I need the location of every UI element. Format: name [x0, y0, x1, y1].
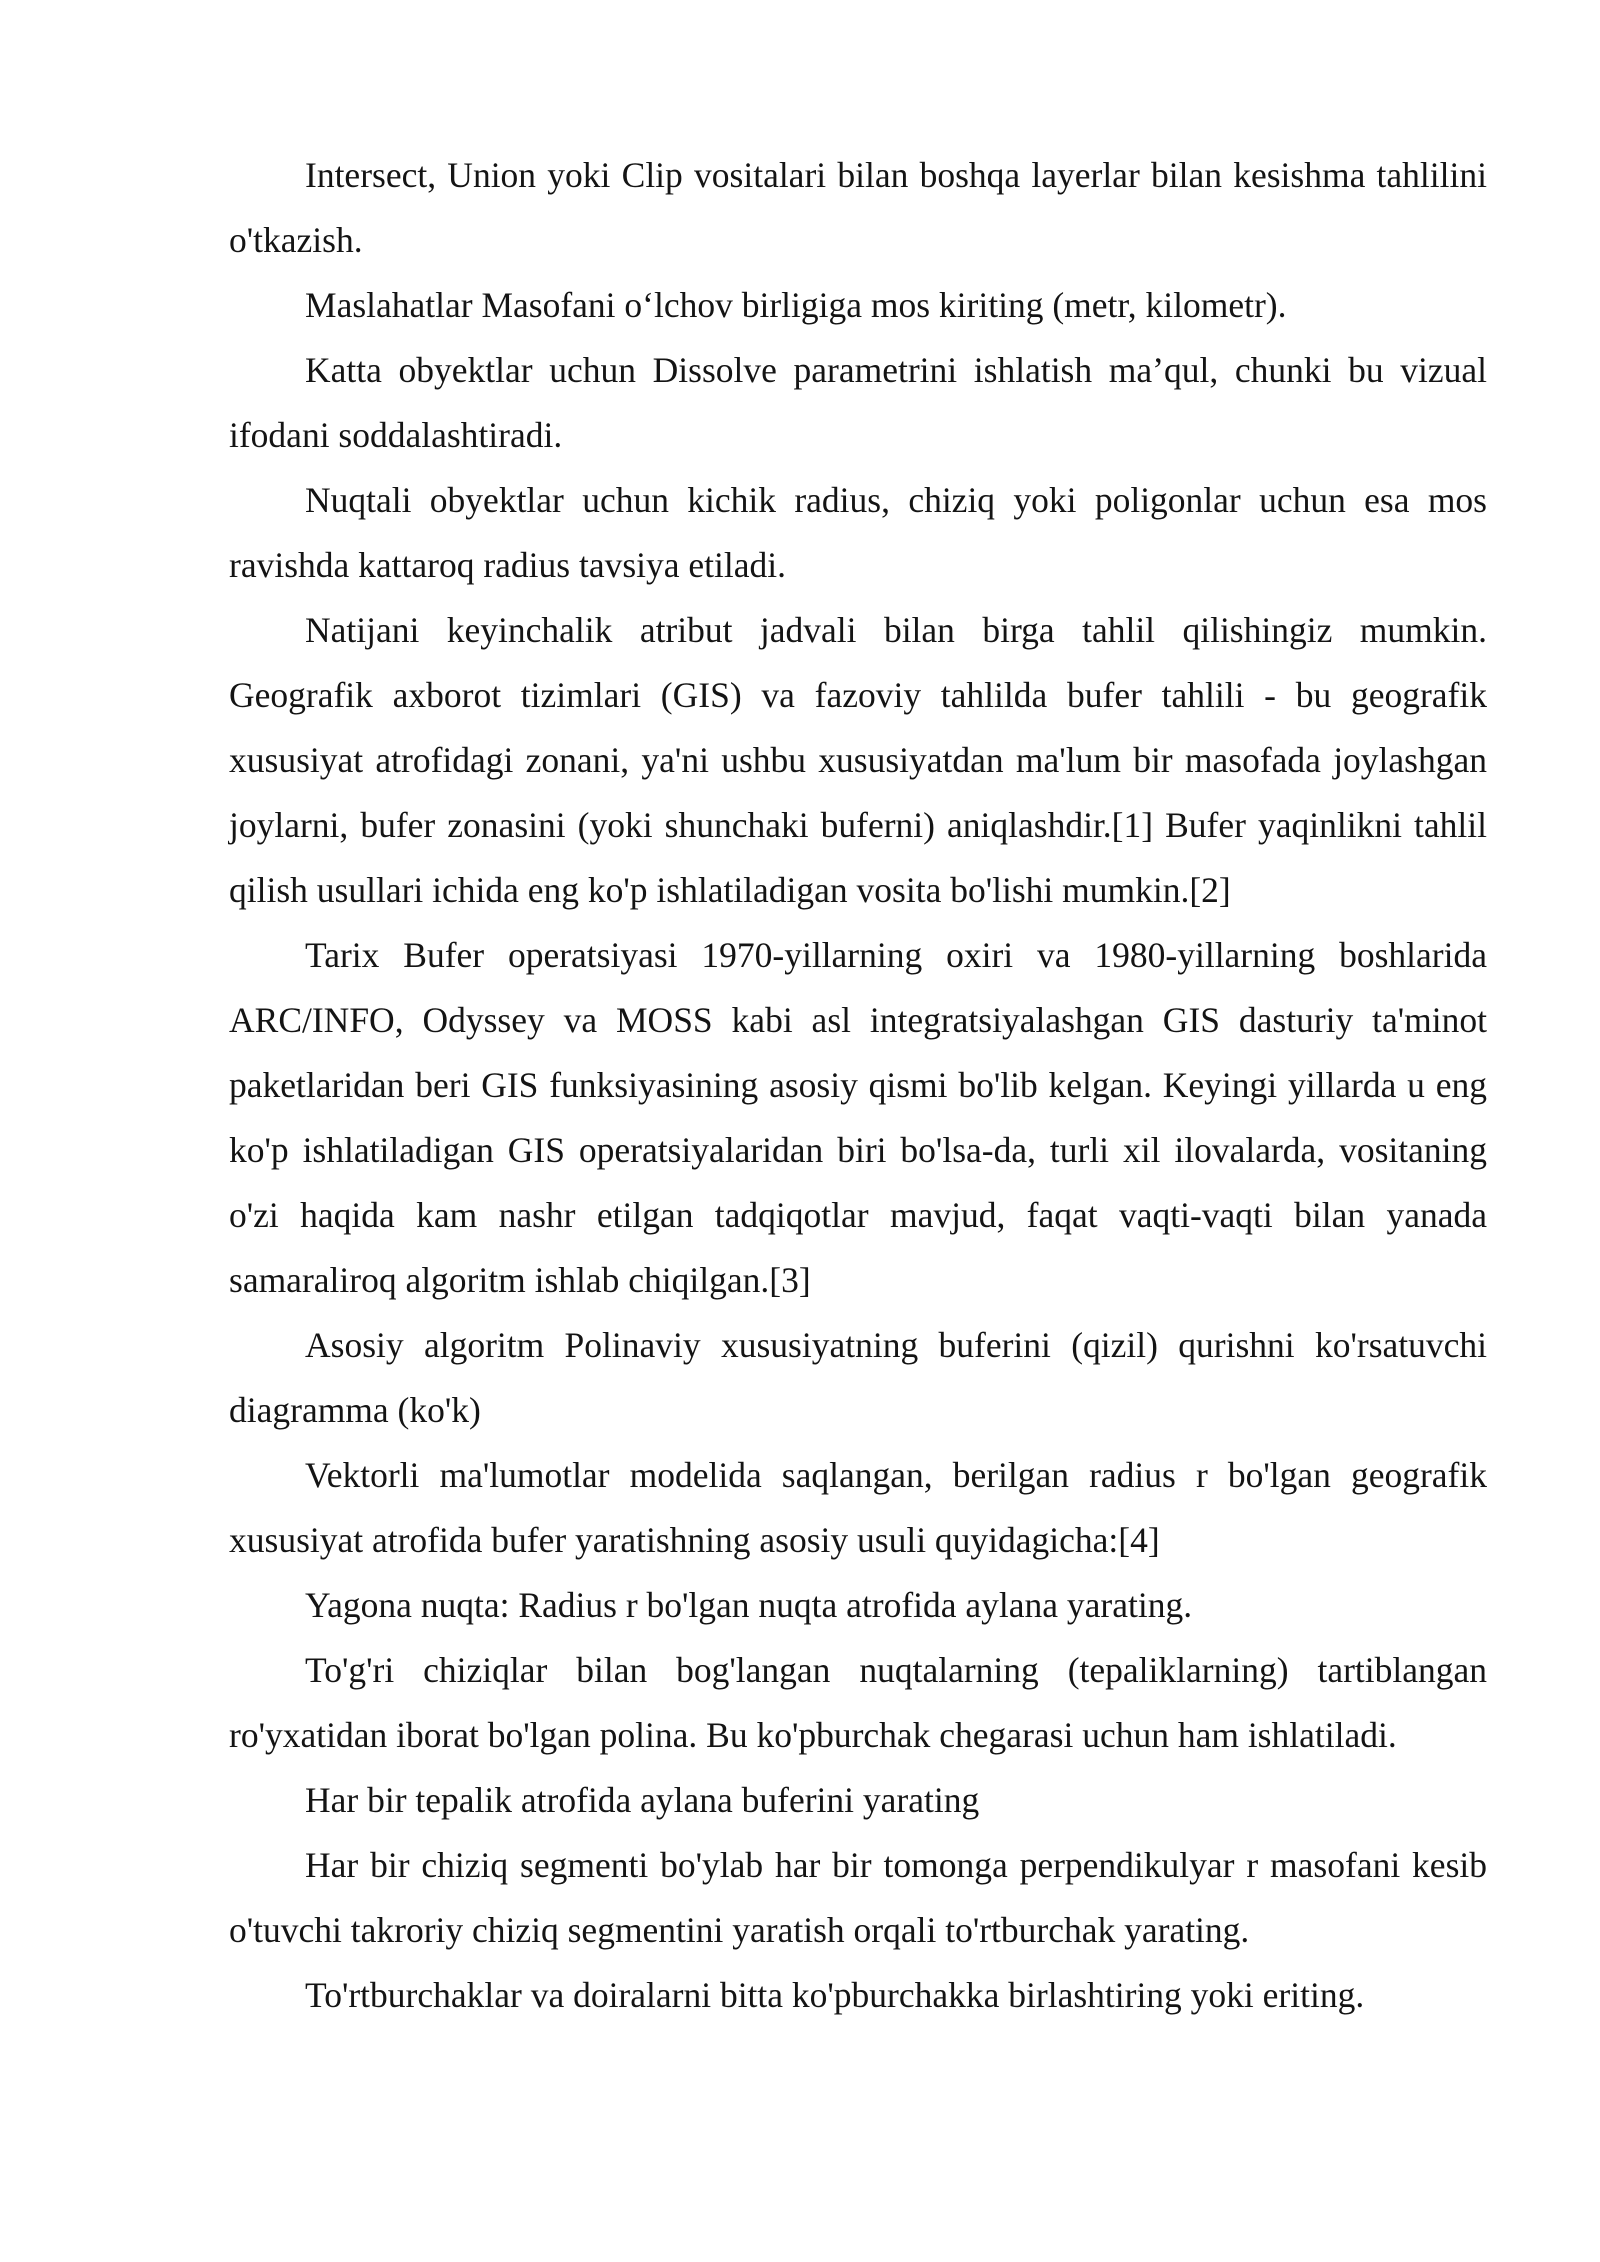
body-text	[229, 143, 1487, 2028]
paragraph-tips: Maslahatlar Masofani o‘lchov birligiga mos kiriting (metr, kilometr).	[305, 285, 1287, 325]
paragraph-vector-method: Vektorli ma'lumotlar modelida saqlangan, berilgan radius r bo'lgan geografik xususiyat atrofida bufer yaratishning asosiy usuli quyidagicha:[4]	[229, 1455, 1487, 1560]
paragraph-merge: To'rtburchaklar va doiralarni bitta ko'pburchakka birlashtiring yoki eriting.	[305, 1975, 1365, 2015]
paragraph-intersect: Intersect, Union yoki Clip vositalari bilan boshqa layerlar bilan kesishma tahlilini o'tkazish.	[229, 155, 1487, 260]
paragraph-vertex-buffer: Har bir tepalik atrofida aylana buferini yarating	[305, 1780, 980, 1820]
paragraph-single-point: Yagona nuqta: Radius r bo'lgan nuqta atrofida aylana yarating.	[305, 1585, 1193, 1625]
paragraph-polyline: To'g'ri chiziqlar bilan bog'langan nuqtalarning (tepaliklarning) tartiblangan ro'yxatidan iborat bo'lgan polina. Bu ko'pburchak chegarasi uchun ham ishlatiladi.	[229, 1650, 1487, 1755]
paragraph-radius: Nuqtali obyektlar uchun kichik radius, chiziq yoki poligonlar uchun esa mos ravishda kattaroq radius tavsiya etiladi.	[229, 480, 1487, 585]
paragraph-buffer-definition: Natijani keyinchalik atribut jadvali bilan birga tahlil qilishingiz mumkin. Geografik axborot tizimlari (GIS) va fazoviy tahlilda bufer tahlili - bu geografik xususiyat atrofidagi zonani, ya'ni ushbu xususiyatdan ma'lum bir masofada joylashgan joylarni, bufer zonasini (yoki shunchaki buferni) aniqlashdir.[1] Bufer yaqinlikni tahlil qilish usullari ichida eng ko'p ishlatiladigan vosita bo'lishi mumkin.[2]	[229, 610, 1487, 910]
paragraph-history: Tarix Bufer operatsiyasi 1970-yillarning oxiri va 1980-yillarning boshlarida ARC/INFO, Odyssey va MOSS kabi asl integratsiyalashgan GIS dasturiy ta'minot paketlaridan beri GIS funksiyasining asosiy qismi bo'lib kelgan. Keyingi yillarda u eng ko'p ishlatiladigan GIS operatsiyalaridan biri bo'lsa-da, turli xil ilovalarda, vositaning o'zi haqida kam nashr etilgan tadqiqotlar mavjud, faqat vaqti-vaqti bilan yanada samaraliroq algoritm ishlab chiqilgan.[3]	[229, 935, 1487, 1300]
paragraph-dissolve: Katta obyektlar uchun Dissolve parametrini ishlatish ma’qul, chunki bu vizual ifodani soddalashtiradi.	[229, 350, 1487, 455]
paragraph-segment-rectangle: Har bir chiziq segmenti bo'ylab har bir tomonga perpendikulyar r masofani kesib o'tuvchi takroriy chiziq segmentini yaratish orqali to'rtburchak yarating.	[229, 1845, 1487, 1950]
paragraph-basic-algorithm: Asosiy algoritm Polinaviy xususiyatning buferini (qizil) qurishni ko'rsatuvchi diagramma (ko'k)	[229, 1325, 1487, 1430]
